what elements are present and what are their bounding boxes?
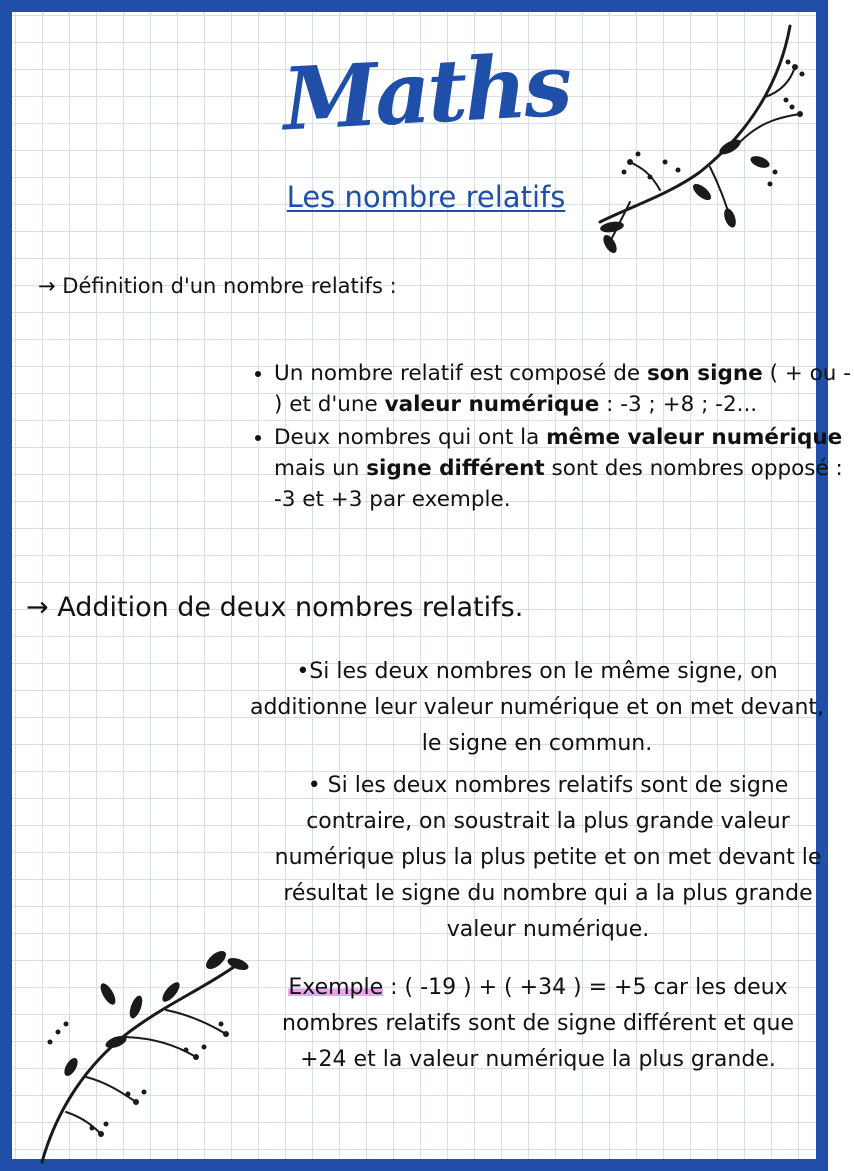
example-text: : ( -19 ) + ( +34 ) = +5 car les deux nombres relatifs sont de signe différent et que +24 et la valeur numérique la plus grande.: [282, 975, 794, 1072]
branch-bottom-left-icon: [26, 942, 256, 1167]
addition-rule-opposite-sign: • Si les deux nombres relatifs sont de signe contraire, on soustrait la plus grande valeur numérique plus la plus petite et on met devant le résultat le signe du nombre qui a la plus grande valeur numérique.: [274, 773, 822, 942]
bullet-text: sont des nombres opposé : -3 et +3 par exemple.: [274, 456, 843, 512]
bullet-text: ( + ou - ) et d'une: [274, 361, 852, 417]
bullet-emphasis: valeur numérique: [384, 392, 600, 417]
example-paragraph: [258, 970, 818, 1078]
page-title: Maths: [280, 34, 572, 151]
bullet-text: mais un: [274, 456, 367, 481]
bullet-text: : -3 ; +8 ; -2...: [599, 392, 758, 417]
bullet-text: Deux nombres qui ont la: [274, 425, 547, 450]
bullet-emphasis: son signe: [646, 361, 763, 386]
page-subtitle: Les nombre relatifs: [286, 180, 566, 214]
branch-top-right-icon: [590, 22, 820, 252]
bullet-emphasis: même valeur numérique: [546, 425, 843, 450]
list-item: [274, 422, 854, 515]
definition-list: [252, 358, 854, 517]
list-item: [274, 358, 854, 420]
example-label: Exemple: [288, 975, 384, 1000]
bullet-text: Un nombre relatif est composé de: [274, 361, 647, 386]
bullet-emphasis: signe différent: [366, 456, 545, 481]
section-addition-heading: → Addition de deux nombres relatifs.: [26, 592, 524, 623]
addition-rule-same-sign: •Si les deux nombres on le même signe, on additionne leur valeur numérique et on met devant, le signe en commun.: [249, 659, 825, 756]
section-definition-heading: → Définition d'un nombre relatifs :: [38, 274, 397, 298]
